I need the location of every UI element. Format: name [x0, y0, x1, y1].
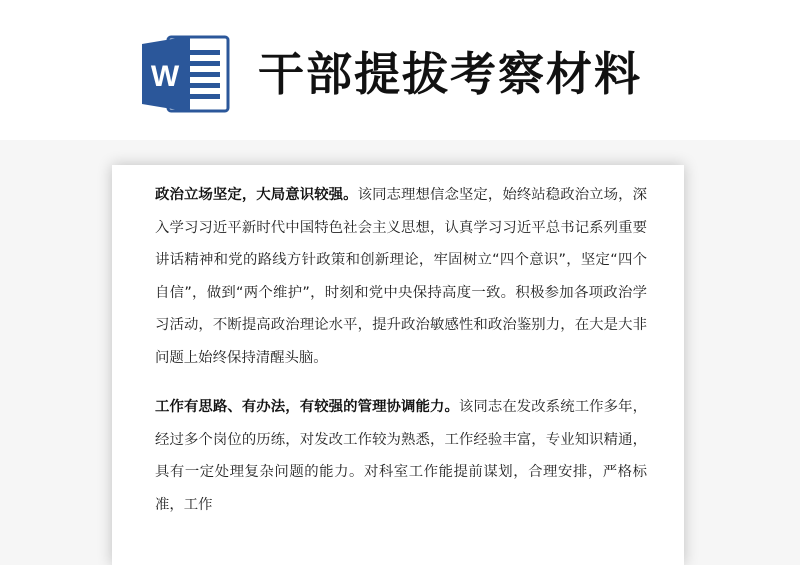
paragraph-lead: 工作有思路、有办法，有较强的管理协调能力。 [155, 399, 459, 415]
document-body [155, 179, 647, 538]
page-title: 干部提拔考察材料 [258, 47, 642, 101]
document-page [112, 165, 684, 565]
header-banner [0, 0, 800, 140]
word-logo-letter: W [150, 60, 180, 93]
paragraph-lead: 政治立场坚定，大局意识较强。 [155, 187, 358, 203]
paragraph-body: 该同志在发改系统工作多年，经过多个岗位的历练，对发改工作较为熟悉，工作经验丰富，专业知识精通，具有一定处理复杂问题的能力。对科室工作能提前谋划，合理安排，严格标准，工作 [155, 399, 647, 513]
paragraph-body: 该同志理想信念坚定，始终站稳政治立场，深入学习习近平新时代中国特色社会主义思想，认真学习习近平总书记系列重要讲话精神和党的路线方针政策和创新理论，牢固树立“四个意识”，坚定“四个自信”，做到“两个维护”，时刻和党中央保持高度一致。积极参加各项政治学习活动，不断提高政治理论水平，提升政治敏感性和政治鉴别力，在大是大非问题上始终保持清醒头脑。 [155, 187, 647, 366]
word-document-icon [142, 34, 232, 114]
paragraph-political-stance [155, 179, 647, 374]
paragraph-work-ability [155, 391, 647, 521]
